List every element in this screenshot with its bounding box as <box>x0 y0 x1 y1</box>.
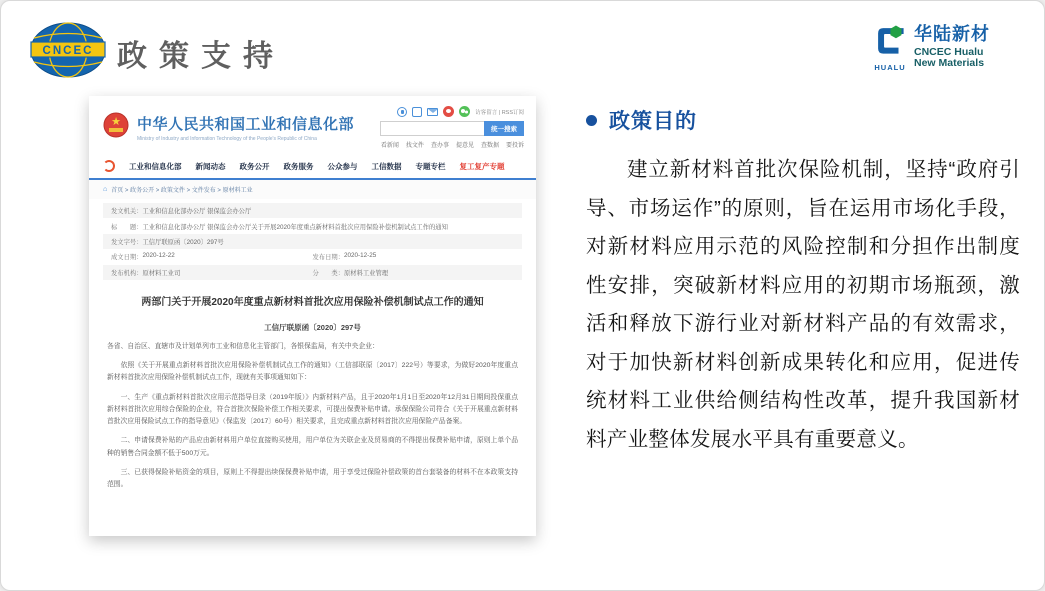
meta-value: 工信厅联原函〔2020〕297号 <box>142 238 224 246</box>
meta-value: 2020-12-22 <box>142 252 175 260</box>
miit-nav-logo-icon <box>103 160 115 172</box>
meta-label: 发布机构： <box>111 269 143 277</box>
meta-label: 发文字号： <box>111 238 143 246</box>
doc-paragraph-item2: 二、申请保费补贴的产品应由新材料用户单位直接购买使用，用户单位为关联企业及贸易商的不得提出保费补贴申请，原则上单个品种的销售合同金额不低于500万元。 <box>107 437 518 457</box>
meta-value: 原材料工业管理 <box>343 269 389 277</box>
meta-label: 发文机关： <box>111 208 143 216</box>
visitor-rss-links[interactable]: 访客留言 | RSS订阅 <box>475 109 524 116</box>
policy-purpose-text: 建立新材料首批次保险机制，坚持“政府引导、市场运作”的原则，旨在运用市场化手段，对新材料应用示范的风险控制和分担作出制度性安排，突破新材料应用的初期市场瓶颈，激活和释放下游行业对新材料产品的有效需求，对于加快新材料创新成果转化和应用，促进传统材料工业供给侧结构性改革，提升我国新材料产业整体发展水平具有重要意义。 <box>586 158 1020 451</box>
national-emblem-icon <box>103 110 129 145</box>
quick-link-files[interactable]: 找文件 <box>405 143 424 149</box>
meta-value: 工业和信息化部办公厅 银保监会办公厅 <box>142 208 252 216</box>
site-nav <box>89 155 536 180</box>
nav-item-gov-service[interactable]: 政务服务 <box>283 161 314 171</box>
nav-item-miit[interactable]: 工业和信息化部 <box>129 161 182 171</box>
meta-row-issuer <box>103 203 522 218</box>
quick-link-services[interactable]: 查办事 <box>430 143 449 149</box>
nav-item-participation[interactable]: 公众参与 <box>327 161 358 171</box>
search-input[interactable] <box>380 121 484 136</box>
policy-purpose-panel <box>586 105 1028 459</box>
svg-text:★: ★ <box>111 116 121 128</box>
nav-item-gov-open[interactable]: 政务公开 <box>239 161 270 171</box>
document-number: 工信厅联原函〔2020〕297号 <box>264 322 361 332</box>
nav-item-topics[interactable]: 专题专栏 <box>415 161 446 171</box>
site-header <box>89 96 536 155</box>
hualu-mark-icon <box>873 23 907 62</box>
meta-value: 原材料工业司 <box>142 269 181 277</box>
home-icon: ⌂ <box>103 186 108 193</box>
miit-website-screenshot <box>89 96 536 536</box>
cncec-logo-icon <box>29 21 107 79</box>
document-body <box>107 341 518 491</box>
bullet-dot-icon <box>586 115 597 126</box>
mail-icon[interactable] <box>427 108 438 116</box>
quick-link-suggest[interactable]: 提意见 <box>455 143 474 149</box>
hualu-wordmark: HUALU <box>874 63 906 72</box>
nav-item-news[interactable]: 新闻动态 <box>195 161 226 171</box>
meta-row-docnumber <box>103 234 522 249</box>
mobile-icon[interactable] <box>412 107 422 117</box>
meta-value: 2020-12-25 <box>343 252 377 260</box>
wechat-icon[interactable] <box>459 106 470 117</box>
document-meta-table <box>103 203 522 280</box>
document-title: 两部门关于开展2020年度重点新材料首批次应用保险补偿机制试点工作的通知 <box>141 296 484 308</box>
hualu-name-en2: New Materials <box>914 57 985 70</box>
accessibility-icon[interactable] <box>397 107 407 117</box>
meta-row-agency <box>103 265 522 280</box>
nav-item-resume-work[interactable]: 复工复产专题 <box>459 161 505 171</box>
quick-link-complain[interactable]: 要投诉 <box>505 143 524 149</box>
doc-paragraph-intro: 依照《关于开展重点新材料首批次应用保险补偿机制试点工作的通知》（工信部联原〔2017〕222号）等要求，为做好2020年度重点新材料首批次应用保险补偿机制试点工作，现就有关事项通知如下： <box>107 362 518 382</box>
meta-label: 发布日期： <box>312 254 344 262</box>
weibo-icon[interactable] <box>443 106 454 117</box>
meta-label: 分 类： <box>312 269 344 277</box>
hualu-name-en1: CNCEC Hualu <box>914 45 984 58</box>
hualu-name-cn: 华陆新材 <box>914 24 990 45</box>
meta-row-dates <box>103 249 522 264</box>
breadcrumb-path[interactable]: 首页 > 政务公开 > 政策文件 > 文件发布 > 原材料工业 <box>111 188 253 194</box>
doc-paragraph-salutation: 各省、自治区、直辖市及计划单列市工业和信息化主管部门，各银保监局，有关中央企业： <box>107 342 379 350</box>
quick-link-news[interactable]: 看新闻 <box>380 143 399 149</box>
meta-value: 工业和信息化部办公厅 银保监会办公厅关于开展2020年度重点新材料首批次应用保险补偿机制试点工作的通知 <box>142 223 448 231</box>
search-button[interactable]: 统一搜索 <box>484 121 524 136</box>
doc-paragraph-item3: 三、已获得保险补贴资金的项目，原则上不得提出续保保费补贴申请，用于享受过保险补偿政策的首台套装备的材料不在本政策支持范围。 <box>107 468 518 488</box>
policy-purpose-heading: 政策目的 <box>609 110 697 133</box>
ministry-subtitle: Ministry of Industry and Information Technology of the People's Republic of China <box>137 136 317 142</box>
breadcrumb[interactable] <box>89 180 536 199</box>
quick-link-data[interactable]: 查数据 <box>480 143 499 149</box>
meta-row-title <box>103 218 522 233</box>
ministry-title: 中华人民共和国工业和信息化部 <box>137 116 355 133</box>
svg-text:CNCEC: CNCEC <box>42 45 94 57</box>
meta-label: 标 题： <box>111 223 143 231</box>
page-title: 政策支持 <box>117 39 285 74</box>
meta-label: 成文日期： <box>111 254 143 262</box>
hualu-logo <box>873 23 990 72</box>
doc-paragraph-item1: 一、生产《重点新材料首批次应用示范指导目录（2019年版）》内新材料产品，且于2020年1月1日至2020年12月31日期间投保重点新材料首批次应用综合保险的企业，符合首批次保险补偿工作相关要求，可提出保费补贴申请。承保保险公司符合《关于开展重点新材料首批次应用保险试点工作的指导意见》（保监发〔2017〕60号）相关要求，且完成重点新材料首批次应用保险产品备案。 <box>107 393 518 426</box>
nav-item-data[interactable]: 工信数据 <box>371 161 402 171</box>
